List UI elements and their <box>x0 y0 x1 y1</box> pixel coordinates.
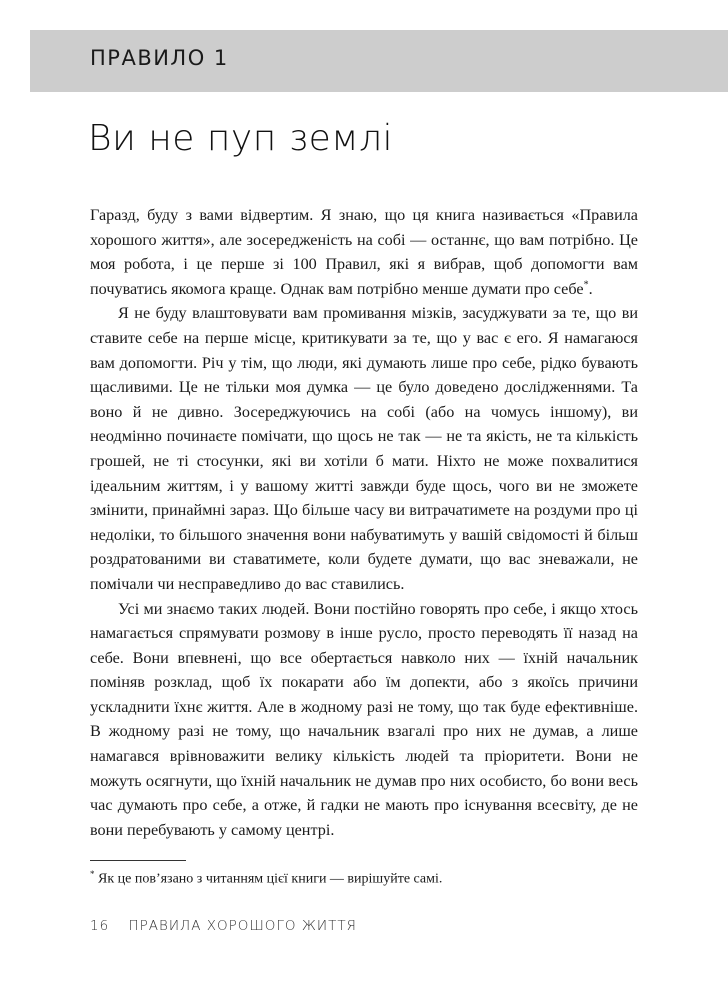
body-text <box>90 203 638 842</box>
footnote-mark: * <box>90 869 95 879</box>
chapter-title: Ви не пуп землі <box>88 118 393 159</box>
footnote <box>90 869 442 888</box>
paragraph-1 <box>90 203 638 301</box>
rule-number-label: ПРАВИЛО 1 <box>90 46 229 70</box>
footnote-reference: * <box>583 279 589 291</box>
running-footer <box>90 918 357 934</box>
footnote-divider <box>90 860 186 861</box>
paragraph-2: Я не буду влаштовувати вам промивання мізків, засуджувати за те, що ви ставите себе на перше місце, критикувати за те, що у вас є его. Я намагаюся вам допомогти. Річ у тім, що люди, які думають лише про себе, рідко бувають щасливими. Це не тільки моя думка — це було доведено дослідженнями. Та воно й не дивно. Зосереджуючись на собі (або на чомусь іншому), ви неодмінно починаєте помічати, що щось не так — не та якість, не та кількість грошей, не ті стосунки, які ви хотіли б мати. Ніхто не може похвалитися ідеальним життям, і у вашому житті завжди буде щось, чого ви не зможете змінити, принаймні зараз. Що більше часу ви витрачатимете на роздуми про ці недоліки, то більшого значення вони набуватимуть у вашій свідомості й більш роздратованими ви ставатимете, коли будете думати, що вас зневажали, не помічали чи несправедливо до вас ставились. <box>90 304 638 593</box>
paragraph-1-text: Гаразд, буду з вами відвертим. Я знаю, що ця книга називається «Правила хорошого життя», але зосередженість на собі — останнє, що вам потрібно. Це моя робота, і це перше зі 100 Правил, які я вибрав, щоб допомогти вам почуватись якомога краще. Однак вам потрібно менше думати про себе <box>90 206 638 298</box>
page-number: 16 <box>90 918 110 934</box>
paragraph-3: Усі ми знаємо таких людей. Вони постійно говорять про себе, і якщо хтось намагається спрямувати розмову в інше русло, просто переводять її назад на себе. Вони впевнені, що все обертається навколо них — їхній начальник поміняв розклад, щоб їх покарати або їм допекти, або з якоїсь причини ускладнити їхнє життя. Але в жодному разі не тому, що так буде ефективніше. В жодному разі не тому, що начальник взагалі про них не думав, а лише намагався врівноважити велику кількість людей та пріоритети. Вони не можуть осягнути, що їхній начальник не думав про них особисто, бо вони весь час думають про себе, а отже, й гадки не мають про існування всесвіту, де не вони перебувають у самому центрі. <box>90 599 638 839</box>
footnote-text: Як це пов’язано з читанням цієї книги — вирішуйте самі. <box>98 871 443 887</box>
paragraph-1-end: . <box>588 279 593 298</box>
running-book-title: ПРАВИЛА ХОРОШОГО ЖИТТЯ <box>128 918 357 934</box>
